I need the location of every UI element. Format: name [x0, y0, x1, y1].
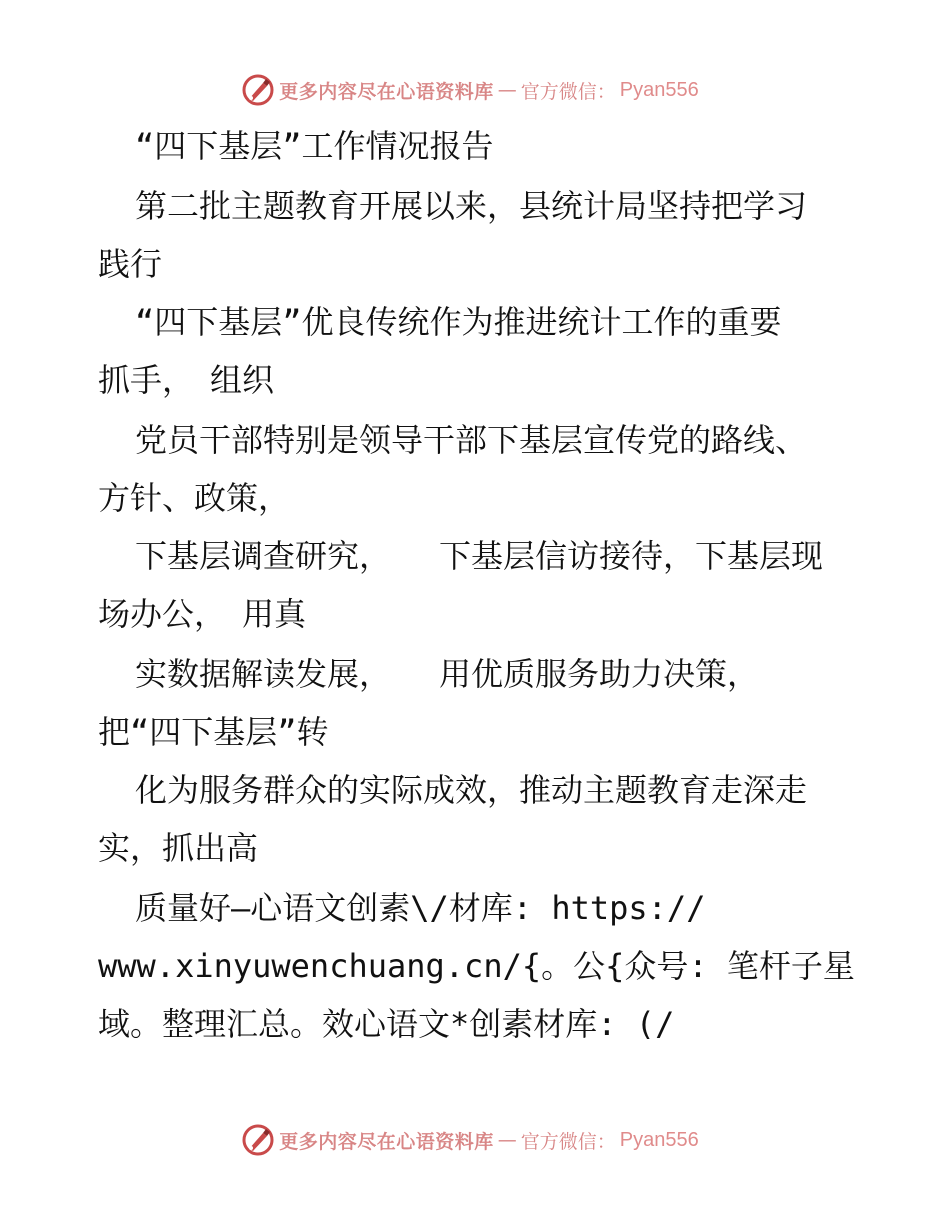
- text-line: 域。整理汇总。效心语文*创素材库: (/: [98, 1005, 675, 1043]
- footer-banner-inner: [241, 1123, 699, 1157]
- banner-wechat-label: 官方微信：: [520, 80, 616, 103]
- text-line: 党员干部特别是领导干部下基层宣传党的路线、: [135, 421, 808, 459]
- text-line: 抓手， 组织: [98, 361, 275, 399]
- text-line: www.xinyuwenchuang.cn/{。公{众号: 笔杆子星: [98, 947, 855, 985]
- text-line: 实，抓出高: [98, 829, 259, 867]
- banner-text: 更多内容尽在心语资料库: [279, 1130, 494, 1153]
- banner-wechat-label: 官方微信：: [520, 1130, 616, 1153]
- banner-separator: —: [497, 79, 517, 101]
- header-banner-inner: [241, 73, 699, 107]
- text-line: 第二批主题教育开展以来，县统计局坚持把学习: [135, 187, 808, 225]
- banner-text: 更多内容尽在心语资料库: [279, 80, 494, 103]
- text-line: 把“四下基层”转: [98, 713, 329, 751]
- text-line: 化为服务群众的实际成效，推动主题教育走深走: [135, 771, 808, 809]
- pen-logo-icon: [241, 1123, 275, 1157]
- text-line: 场办公， 用真: [98, 595, 307, 633]
- text-line: 质量好—心语文创素\/材库: https://: [135, 889, 706, 927]
- text-line: 实数据解读发展， 用优质服务助力决策，: [135, 655, 760, 693]
- text-line: 践行: [98, 245, 163, 283]
- banner-separator: —: [497, 1129, 517, 1151]
- text-line: 方针、政策，: [98, 479, 291, 517]
- text-line: “四下基层”优良传统作为推进统计工作的重要: [135, 303, 782, 341]
- header-banner: [0, 70, 950, 110]
- banner-wechat-id: Pyan556: [619, 1128, 699, 1151]
- banner-wechat-id: Pyan556: [619, 78, 699, 101]
- pen-logo-icon: [241, 73, 275, 107]
- document-title: “四下基层”工作情况报告: [135, 127, 494, 165]
- text-line: 下基层调查研究， 下基层信访接待，下基层现: [135, 537, 824, 575]
- footer-banner: [0, 1120, 950, 1160]
